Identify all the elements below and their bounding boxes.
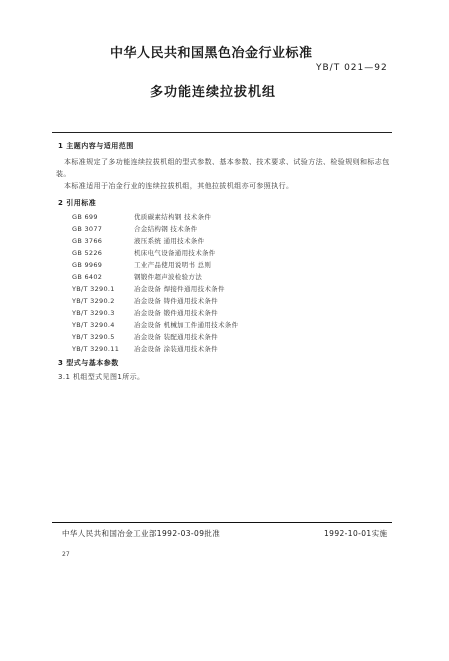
reference-code: GB 3077 xyxy=(72,225,103,233)
reference-title: 液压系统 通用技术条件 xyxy=(134,237,205,245)
reference-item xyxy=(72,272,202,281)
reference-item xyxy=(72,260,211,269)
reference-item xyxy=(72,320,238,329)
reference-title: 冶金设备 涂装通用技术条件 xyxy=(134,345,218,353)
reference-title: 钢锻件超声波检验方法 xyxy=(134,273,202,281)
reference-item xyxy=(72,332,218,341)
standard-code: YB/T 021—92 xyxy=(316,63,388,73)
footer-divider xyxy=(52,522,392,523)
reference-title: 优质碳素结构钢 技术条件 xyxy=(134,213,212,221)
document-title: 多功能连续拉拔机组 xyxy=(150,85,277,100)
section-2-heading: 2 引用标准 xyxy=(58,199,97,207)
reference-item xyxy=(72,296,218,305)
issuing-organization: 中华人民共和国黑色冶金行业标准 xyxy=(110,46,313,61)
reference-code: GB 699 xyxy=(72,213,98,221)
reference-code: YB/T 3290.3 xyxy=(72,309,115,317)
reference-title: 合金结构钢 技术条件 xyxy=(134,225,198,233)
reference-title: 工业产品使用说明书 总则 xyxy=(134,261,212,269)
implementation-date: 1992-10-01实施 xyxy=(324,529,388,538)
reference-item xyxy=(72,284,225,293)
reference-code: GB 3766 xyxy=(72,237,103,245)
reference-title: 冶金设备 铸件通用技术条件 xyxy=(134,297,218,305)
reference-title: 机床电气设备通用技术条件 xyxy=(134,249,216,257)
section-3-heading: 3 型式与基本参数 xyxy=(58,359,119,367)
section-1-para-1-line-1: 本标准规定了多功能连续拉拔机组的型式参数、基本参数、技术要求、试验方法、检验规则和标志包 xyxy=(64,158,390,166)
reference-item xyxy=(72,224,198,233)
section-1-heading: 1 主题内容与适用范围 xyxy=(58,142,134,150)
reference-code: YB/T 3290.5 xyxy=(72,333,115,341)
reference-code: YB/T 3290.4 xyxy=(72,321,115,329)
reference-code: YB/T 3290.1 xyxy=(72,285,115,293)
approval-date: 中华人民共和国冶金工业部1992-03-09批准 xyxy=(62,529,221,538)
reference-title: 冶金设备 焊接件通用技术条件 xyxy=(134,285,225,293)
reference-item xyxy=(72,212,211,221)
reference-code: GB 5226 xyxy=(72,249,103,257)
reference-item xyxy=(72,248,216,257)
section-1-para-2: 本标准适用于冶金行业的连续拉拔机组，其他拉拔机组亦可参照执行。 xyxy=(64,182,294,190)
reference-item xyxy=(72,308,218,317)
reference-title: 冶金设备 机械加工件通用技术条件 xyxy=(134,321,239,329)
reference-title: 冶金设备 装配通用技术条件 xyxy=(134,333,218,341)
header-divider xyxy=(52,132,392,133)
reference-item xyxy=(72,344,218,353)
section-1-para-1-line-2: 装。 xyxy=(56,170,71,178)
reference-code: GB 9969 xyxy=(72,261,103,269)
page-number: 27 xyxy=(62,551,70,558)
reference-title: 冶金设备 锻件通用技术条件 xyxy=(134,309,218,317)
section-3-1-text: 3.1 机组型式见图1所示。 xyxy=(58,373,145,381)
reference-code: YB/T 3290.11 xyxy=(72,345,120,353)
reference-item xyxy=(72,236,204,245)
reference-code: GB 6402 xyxy=(72,273,103,281)
reference-code: YB/T 3290.2 xyxy=(72,297,115,305)
